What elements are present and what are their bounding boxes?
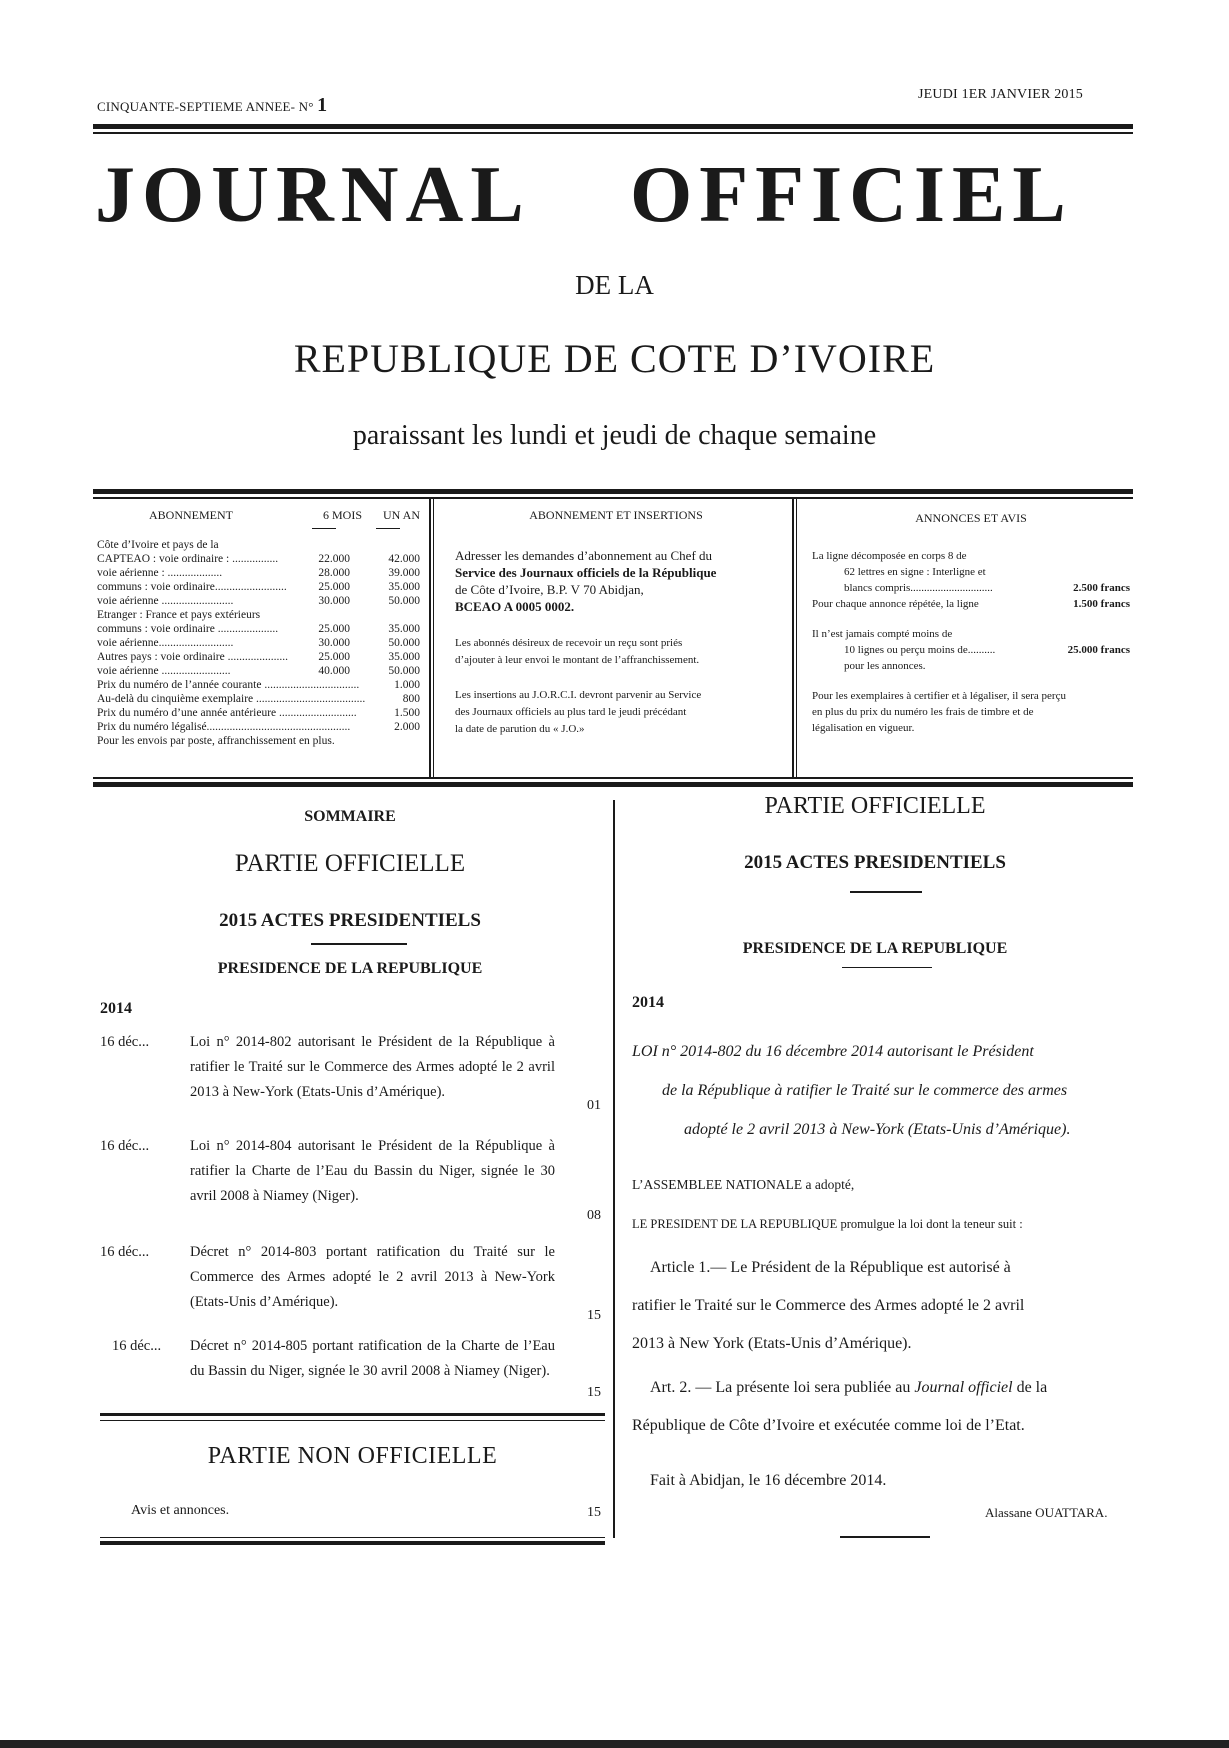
republic-title: REPUBLIQUE DE COTE D’IVOIRE [293,336,936,381]
sommaire-item-4 [112,1334,560,1414]
main-year: 2014 [632,994,664,1011]
de-la: DE LA [575,270,654,300]
subscription-row: communs : voie ordinaire......................... 25.000 35.000 [97,581,420,593]
main-actes: 2015 ACTES PRESIDENTIELS [744,852,1006,873]
subscription-row: voie aérienne : ................... 28.000 39.000 [97,567,420,579]
sommaire-item-text: Décret n° 2014-803 portant ratification du Traité sur le Commerce des Armes adopté le 2 avril 2013 à New-York (Etats-Unis d’Amérique). [190,1244,555,1310]
subscription-row: voie aérienne.......................... 30.000 50.000 [97,637,420,649]
sommaire-item-text: Loi n° 2014-802 autorisant le Président de la République à ratifier le Traité sur le Commerce des Armes adopté le 2 avril 2013 à New-York (Etats-Unis d’Amérique). [190,1034,555,1100]
sommaire-presidence: PRESIDENCE DE LA REPUBLIQUE [217,960,483,977]
scan-bottom-edge [0,1740,1229,1748]
issue-number: 1 [317,94,328,116]
underline-6mois [312,528,336,529]
col-6mois: 6 MOIS [322,508,362,522]
insertions-heading: ABONNEMENT ET INSERTIONS [529,508,703,522]
sommaire-item-text: Décret n° 2014-805 portant ratification de la Charte de l’Eau du Bassin du Niger, signée le 30 avril 2008 à Niamey (Niger). [190,1338,555,1379]
subscription-row: Pour les envois par poste, affranchissement en plus. [97,735,335,747]
sommaire-item-date: 16 déc... [112,1338,162,1354]
edition-line [97,94,327,117]
annonces-block-3: Pour les exemplaires à certifier et à légaliser, il sera perçu en plus du prix du numéro les frais de timbre et de légalisation en vigueur. [812,690,1066,734]
subscription-table [97,508,420,748]
box-rule-bottom-thin [93,777,1133,779]
box-rule-top-thin [93,497,1133,499]
sommaire-item-2 [100,1134,560,1234]
sommaire-item-page: 15 [587,1308,601,1323]
col-un-an: UN AN [382,508,420,522]
issue-date: JEUDI 1ER JANVIER 2015 [918,87,1084,102]
box-divider-1 [429,499,431,777]
sommaire-partie: PARTIE OFFICIELLE [234,850,466,877]
header-underlines [97,524,420,538]
main-presidence-rule [842,967,932,968]
edition-label: CINQUANTE-SEPTIEME ANNEE- N° [97,99,314,114]
sommaire-actes: 2015 ACTES PRESIDENTIELS [219,910,481,931]
loi-title: LOI n° 2014-802 du 16 décembre 2014 autorisant le Président de la République à ratifier le Traité sur le commerce des armes adopté le 2 avril 2013 à New-York (Etats-Unis d’Amérique). [632,1043,1071,1138]
annonces-column [812,510,1130,736]
column-separator [613,800,615,1538]
masthead-word-officiel: OFFICIEL [630,151,1073,239]
assemblee-line: L’ASSEMBLEE NATIONALE a adopté, [632,1177,855,1192]
subscription-row: voie aérienne ........................ 40.000 50.000 [97,665,420,677]
insertions-p2: Les abonnés désireux de recevoir un reçu sont priés d’ajouter à leur envoi le montant de l’affranchissement. [455,637,700,666]
subscription-row: CAPTEAO : voie ordinaire : ................ 22.000 42.000 [97,553,420,565]
price-repete: 1.500 francs [1073,598,1130,610]
signature: Alassane OUATTARA. [985,1505,1108,1520]
avis-annonces: Avis et annonces. [131,1503,230,1518]
non-officielle-rule-top-1 [100,1413,605,1416]
price-ligne: 2.500 francs [1073,582,1130,594]
box-rule-bottom-thick [93,782,1133,787]
insertions-column [455,508,777,738]
signature-rule [840,1536,930,1538]
box-divider-1b [433,499,434,777]
subscription-row: voie aérienne ......................... 30.000 50.000 [97,595,420,607]
article-1: Article 1.— Le Président de la République est autorisé à ratifier le Traité sur le Commerce des Armes adopté le 2 avril 2013 à New York (Etats-Unis d’Amérique). [632,1259,1025,1352]
box-divider-2 [792,499,794,777]
partie-non-officielle: PARTIE NON OFFICIELLE [207,1443,498,1469]
header-rule-thin [93,132,1133,134]
sommaire-item-page: 08 [587,1208,601,1223]
main-presidence: PRESIDENCE DE LA REPUBLIQUE [742,940,1008,957]
subscription-row: Prix du numéro d’une année antérieure ........................... 1.500 [97,707,420,719]
sommaire-item-page: 01 [587,1098,601,1113]
sommaire-rule-bottom-1 [100,1537,605,1538]
sommaire-item-date: 16 déc... [100,1138,150,1154]
subscription-row: Au-delà du cinquième exemplaire ...................................... 800 [97,693,420,705]
price-minimum: 25.000 francs [1067,644,1130,656]
annonces-block-1: La ligne décomposée en corps 8 de 62 lettres en signe : Interligne et blancs compris.............................. 2.500 francs Pour chaque annonce répétée, la ligne 1.500 francs [812,550,1130,610]
subscription-row: Côte d’Ivoire et pays de la [97,539,219,551]
box-rule-top-thick [93,489,1133,494]
fait-line: Fait à Abidjan, le 16 décembre 2014. [650,1472,887,1489]
subscription-row: communs : voie ordinaire ..................... 25.000 35.000 [97,623,420,635]
annonces-block-2: Il n’est jamais compté moins de 10 lignes ou perçu moins de.......... 25.000 francs pour les annonces. [812,628,1130,672]
masthead-word-journal: JOURNAL [95,151,531,239]
frequency-line: paraissant les lundi et jeudi de chaque semaine [352,420,877,451]
box-divider-2b [796,499,797,777]
col-abonnement: ABONNEMENT [149,508,233,522]
subscription-row: Prix du numéro de l’année courante ................................. 1.000 [97,679,420,691]
article-2: Art. 2. — La présente loi sera publiée au Journal officiel de la République de Côte d’Ivoire et exécutée comme loi de l’Etat. [632,1379,1048,1434]
sommaire-year: 2014 [100,1000,132,1017]
sommaire-item-date: 16 déc... [100,1244,150,1260]
masthead [95,150,1135,250]
header-rule-thick [93,124,1133,129]
sommaire-item-text: Loi n° 2014-804 autorisant le Président de la République à ratifier la Charte de l’Eau du Bassin du Niger, signée le 30 avril 2008 à Niamey (Niger). [190,1138,555,1204]
sommaire-title: SOMMAIRE [304,808,396,825]
insertions-p1: Adresser les demandes d’abonnement au Chef du Service des Journaux officiels de la République de Côte d’Ivoire, B.P. V 70 Abidjan, BCEAO A 0005 0002. [455,548,717,614]
main-partie: PARTIE OFFICIELLE [764,793,986,819]
non-officielle-rule-top-2 [100,1420,605,1421]
promulgue-line: LE PRESIDENT DE LA REPUBLIQUE promulgue la loi dont la teneur suit : [632,1217,1023,1231]
sommaire-item-page: 15 [587,1385,601,1400]
avis-annonces-page: 15 [587,1505,601,1520]
insertions-p3: Les insertions au J.O.R.C.I. devront parvenir au Service des Journaux officiels au plus tard le jeudi précédant la date de parution du « J.O.» [455,689,702,735]
sommaire-item-date: 16 déc... [100,1034,150,1050]
subscription-row: Autres pays : voie ordinaire ..................... 25.000 35.000 [97,651,420,663]
sommaire-item-3 [100,1240,560,1340]
main-actes-rule [850,891,922,893]
subscription-header-row [97,508,420,522]
sommaire-rule-bottom-2 [100,1541,605,1545]
underline-unan [376,528,400,529]
annonces-heading: ANNONCES ET AVIS [915,511,1027,525]
subscription-row: Etranger : France et pays extérieurs [97,609,261,621]
sommaire-item-1 [100,1030,560,1130]
sommaire-actes-rule [311,943,407,945]
subscription-row: Prix du numéro légalisé.................................................. 2.000 [97,721,420,733]
